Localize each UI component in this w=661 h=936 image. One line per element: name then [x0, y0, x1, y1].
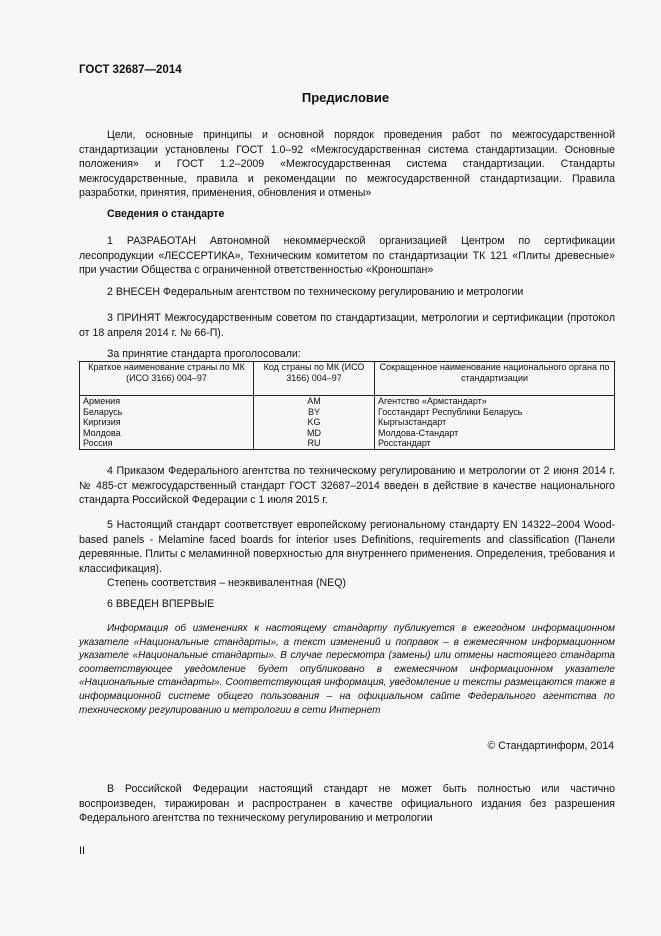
voted-line: [79, 347, 615, 362]
table-cell-organ: Молдова-Стандарт: [375, 428, 615, 439]
votes-table: [79, 361, 615, 450]
page-number: II: [79, 845, 86, 857]
table-cell-code: RU: [254, 438, 375, 449]
item-2: [79, 285, 615, 300]
notice-text: Информация об изменениях к настоящему стандарту публикуется в ежегодном информационном указателе «Национальные стандарты», а текст изменений и поправок – в ежемесячном информационном указателе «Национальные стандарты». В случае пересмотра (замены) или отмены настоящего стандарта соответствующее уведомление будет опубликовано в ежемесячном информационном указателе «Национальные стандарты». Соответствующая информация, уведомление и тексты размещаются также в информационной системе общего пользования – на официальном сайте Федерального агентства по техническому регулированию и метрологии в сети Интернет: [79, 623, 615, 716]
table-cell-code: MD: [254, 428, 375, 439]
page-title: Предисловие: [301, 90, 390, 105]
table-cell-organ: Кыргызстандарт: [375, 417, 615, 428]
document-id: ГОСТ 32687—2014: [79, 64, 182, 76]
table-cell-country: Киргизия: [80, 417, 254, 428]
intro-paragraph: [79, 128, 615, 201]
table-header-organ: Сокращенное наименование национального органа по стандартизации: [375, 362, 615, 396]
table-cell-code: AM: [254, 396, 375, 407]
table-cell-organ: Агентство «Армстандарт»: [375, 396, 615, 407]
item-5: [79, 518, 615, 591]
table-cell-code: KG: [254, 417, 375, 428]
table-cell-country: Беларусь: [80, 407, 254, 418]
table-row: [80, 396, 615, 407]
item-2-text: 2 ВНЕСЕН Федеральным агентством по техническому регулированию и метрологии: [107, 286, 524, 298]
table-row: [80, 407, 615, 418]
item-4: [79, 464, 615, 508]
copyright: © Стандартинформ, 2014: [487, 740, 614, 752]
notice-paragraph: [79, 622, 615, 717]
intro-text: Цели, основные принципы и основной порядок проведения работ по межгосударственной стандартизации установлены ГОСТ 1.0–92 «Межгосударственная система стандартизации. Основные положения» и ГОСТ 1.2–2009 «Межгосударственная система стандартизации. Стандарты межгосударственные, правила и рекомендации по межгосударственной стандартизации. Правила разработки, принятия, применения, обновления и отмены»: [79, 129, 615, 199]
table-cell-organ: Росстандарт: [375, 438, 615, 449]
table-cell-country: Россия: [80, 438, 254, 449]
section-heading: Сведения о стандарте: [107, 208, 225, 220]
voted-text: За принятие стандарта проголосовали:: [107, 348, 301, 360]
item-1: [79, 234, 615, 278]
table-cell-country: Молдова: [80, 428, 254, 439]
table-cell-country: Армения: [80, 396, 254, 407]
table-header-code: Код страны по МК (ИСО 3166) 004–97: [254, 362, 375, 396]
item-5-text: 5 Настоящий стандарт соответствует европейскому региональному стандарту EN 14322–2004 Wood-based panels - Melamine faced boards for interior uses Definitions, requirements and classification (Панели деревянные. Плиты с меламинной поверхностью для внутреннего применения. Определения, требования и классификация).: [79, 519, 615, 575]
legal-notice: [79, 782, 615, 826]
table-row: [80, 428, 615, 439]
item-6-text: 6 ВВЕДЕН ВПЕРВЫЕ: [107, 598, 215, 610]
item-6: [79, 597, 615, 612]
item-4-text: 4 Приказом Федерального агентства по техническому регулированию и метрологии от 2 июня 2014 г. № 485-ст межгосударственный стандарт ГОСТ 32687–2014 введен в действие в качестве национального стандарта Российской Федерации с 1 июля 2015 г.: [79, 465, 615, 506]
item-5-degree: Степень соответствия – неэквивалентная (NEQ): [107, 577, 346, 589]
table-header-row: [80, 362, 615, 396]
item-3: [79, 311, 615, 340]
table-header-country: Краткое наименование страны по МК (ИСО 3166) 004–97: [80, 362, 254, 396]
item-1-text: 1 РАЗРАБОТАН Автономной некоммерческой организацией Центром по сертификации лесопродукции «ЛЕССЕРТИКА», Техническим комитетом по стандартизации ТК 121 «Плиты древесные» при участии Общества с ограниченной ответственностью «Кроношпан»: [79, 235, 615, 276]
table-cell-code: BY: [254, 407, 375, 418]
table-row: [80, 417, 615, 428]
table-cell-organ: Госстандарт Республики Беларусь: [375, 407, 615, 418]
item-3-text: 3 ПРИНЯТ Межгосударственным советом по стандартизации, метрологии и сертификации (протокол от 18 апреля 2014 г. № 66-П).: [79, 312, 615, 339]
legal-text: В Российской Федерации настоящий стандарт не может быть полностью или частично воспроизведен, тиражирован и распространен в качестве официального издания без разрешения Федерального агентства по техническому регулированию и метрологии: [79, 783, 615, 824]
table-row: [80, 438, 615, 449]
